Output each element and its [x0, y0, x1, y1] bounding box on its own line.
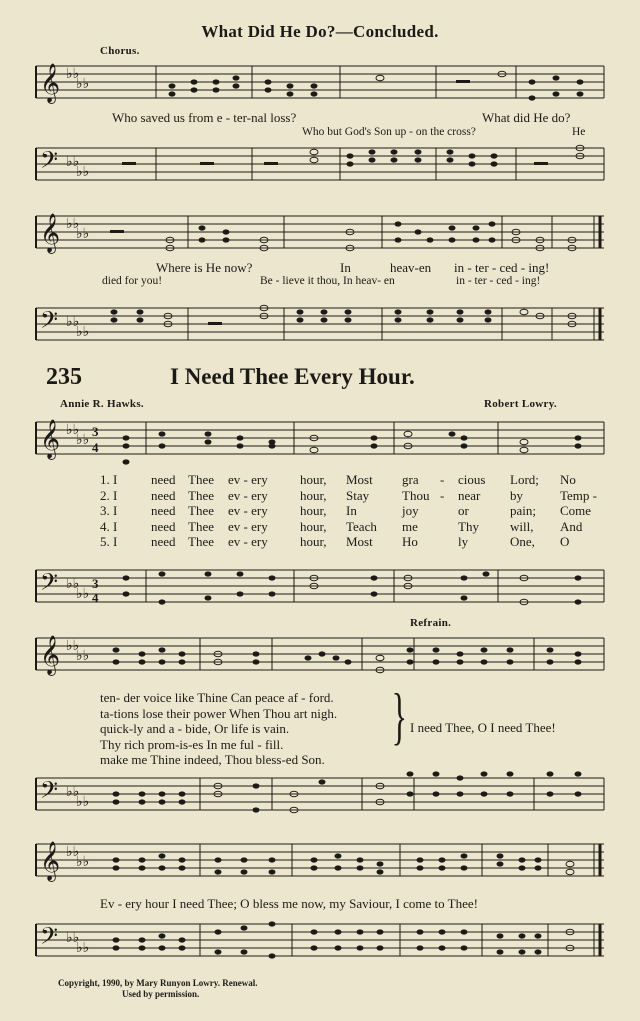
- song1-sys1-lower-lyric-2: He: [572, 126, 586, 138]
- svg-text:♭♭: ♭♭: [76, 941, 90, 956]
- verse-col-10: Lord; by pain; will, One,: [510, 472, 539, 549]
- song1-sys2-lower-lyric-3: in - ter - ced - ing!: [456, 275, 541, 287]
- hymn-title: I Need Thee Every Hour.: [170, 364, 415, 389]
- svg-text:♭♭: ♭♭: [66, 931, 80, 946]
- page-header-title: What Did He Do?—Concluded.: [201, 22, 439, 41]
- song1-system1-treble-staff: [32, 62, 606, 104]
- svg-text:♭♭: ♭♭: [66, 67, 80, 82]
- verse1-line2: ten- der voice like Thine Can peace af - ford.: [100, 690, 334, 705]
- svg-text:𝄞: 𝄞: [40, 63, 61, 103]
- song2-system1-treble-staff: [32, 414, 606, 470]
- verses-part2-block: [100, 690, 337, 768]
- verse-col-need: need need need need need: [151, 472, 176, 549]
- svg-text:𝄞: 𝄞: [40, 213, 61, 253]
- svg-text:♭♭: ♭♭: [66, 315, 80, 330]
- song2-system2-treble-staff: [32, 630, 606, 686]
- svg-text:♭♭: ♭♭: [66, 155, 80, 170]
- refrain-label: Refrain.: [410, 617, 452, 629]
- svg-text:3: 3: [92, 576, 99, 591]
- verse3-line2: quick-ly and a - bide, Or life is vain.: [100, 721, 290, 736]
- svg-text:♭♭: ♭♭: [76, 433, 90, 448]
- verse-col-every: ev - ery ev - ery ev - ery ev - ery ev - ery: [228, 472, 268, 549]
- song2-system3-bass-staff: [32, 912, 606, 964]
- verse-col-8: - -: [440, 472, 445, 503]
- song1-sys2-upper-lyric-3: heav-en: [390, 260, 432, 275]
- verse-col-hour: hour, hour, hour, hour, hour,: [300, 472, 327, 549]
- refrain-line-2: Ev - ery hour I need Thee; O bless me now, my Saviour, I come to Thee!: [100, 896, 478, 911]
- chorus-label: Chorus.: [100, 45, 140, 57]
- svg-text:𝄢: 𝄢: [40, 306, 59, 339]
- svg-text:𝄢: 𝄢: [40, 146, 59, 179]
- svg-text:𝄢: 𝄢: [40, 568, 59, 601]
- verse-brace: }: [391, 680, 408, 751]
- song2-system2-bass-staff: [32, 770, 606, 820]
- svg-text:♭♭: ♭♭: [66, 845, 80, 860]
- svg-text:𝄞: 𝄞: [40, 841, 61, 881]
- svg-text:𝄢: 𝄢: [40, 776, 59, 809]
- song1-sys2-upper-lyric-1: Where is He now?: [156, 260, 253, 275]
- song2-system1-bass-staff: [32, 562, 606, 612]
- svg-text:♭♭: ♭♭: [76, 855, 90, 870]
- song1-sys2-upper-lyric-4: in - ter - ced - ing!: [454, 260, 550, 275]
- verse-col-9: cious near or Thy ly: [458, 472, 486, 549]
- verse5-line2: make me Thine indeed, Thou bless-ed Son.: [100, 752, 325, 767]
- svg-text:𝄞: 𝄞: [40, 419, 61, 459]
- verse-col-7: gra Thou joy me Ho: [402, 472, 430, 549]
- song1-system2-treble-staff: [32, 212, 606, 256]
- song1-system1-bass-staff: [32, 144, 606, 186]
- svg-text:♭♭: ♭♭: [66, 217, 80, 232]
- svg-text:♭♭: ♭♭: [66, 423, 80, 438]
- song1-sys2-lower-lyric-1: died for you!: [102, 275, 163, 287]
- song1-sys1-upper-lyric-1: Who saved us from e - ter-nal loss?: [112, 110, 297, 125]
- svg-text:𝄞: 𝄞: [40, 635, 61, 675]
- song1-sys1-lower-lyric-1: Who but God's Son up - on the cross?: [302, 126, 476, 138]
- song1-sys2-lower-lyric-2: Be - lieve it thou, In heav- en: [260, 275, 395, 287]
- song1-sys1-upper-lyric-2: What did He do?: [482, 110, 571, 125]
- svg-text:4: 4: [92, 590, 99, 605]
- svg-text:♭♭: ♭♭: [76, 587, 90, 602]
- verse4-line2: Thy rich prom-is-es In me ful - fill.: [100, 736, 284, 752]
- svg-text:♭♭: ♭♭: [76, 649, 90, 664]
- svg-text:♭♭: ♭♭: [76, 325, 90, 340]
- verse-col-6: Most Stay In Teach Most: [346, 472, 377, 549]
- time-signature-bottom-treble: 4: [92, 440, 99, 455]
- svg-text:♭♭: ♭♭: [76, 165, 90, 180]
- hymn-author: Annie R. Hawks.: [60, 398, 144, 410]
- svg-text:♭♭: ♭♭: [66, 639, 80, 654]
- song1-system2-bass-staff: [32, 304, 606, 354]
- svg-text:♭♭: ♭♭: [66, 785, 80, 800]
- svg-text:♭♭: ♭♭: [76, 227, 90, 242]
- svg-text:♭♭: ♭♭: [66, 577, 80, 592]
- time-signature-top-treble: 3: [92, 424, 99, 439]
- svg-text:♭♭: ♭♭: [76, 77, 90, 92]
- hymn-composer: Robert Lowry.: [484, 398, 557, 410]
- verse2-line2: ta-tions lose their power When Thou art nigh.: [100, 705, 338, 721]
- song2-system3-treble-staff: [32, 836, 606, 892]
- hymn-number: 235: [46, 364, 82, 390]
- copyright-notice: Copyright, 1990, by Mary Runyon Lowry. Renewal.: [58, 978, 258, 988]
- verse-col-thee: Thee Thee Thee Thee Thee: [188, 472, 214, 549]
- verse-col-11: No Temp - Come And O: [560, 472, 597, 549]
- song1-sys2-upper-lyric-2: In: [340, 260, 351, 275]
- svg-text:♭♭: ♭♭: [76, 795, 90, 810]
- refrain-line-1: I need Thee, O I need Thee!: [410, 720, 556, 735]
- permission-notice: Used by permission.: [122, 989, 200, 999]
- svg-text:𝄢: 𝄢: [40, 922, 59, 955]
- verse-numbers-column: 1. I 2. I 3. I 4. I 5. I: [100, 472, 118, 549]
